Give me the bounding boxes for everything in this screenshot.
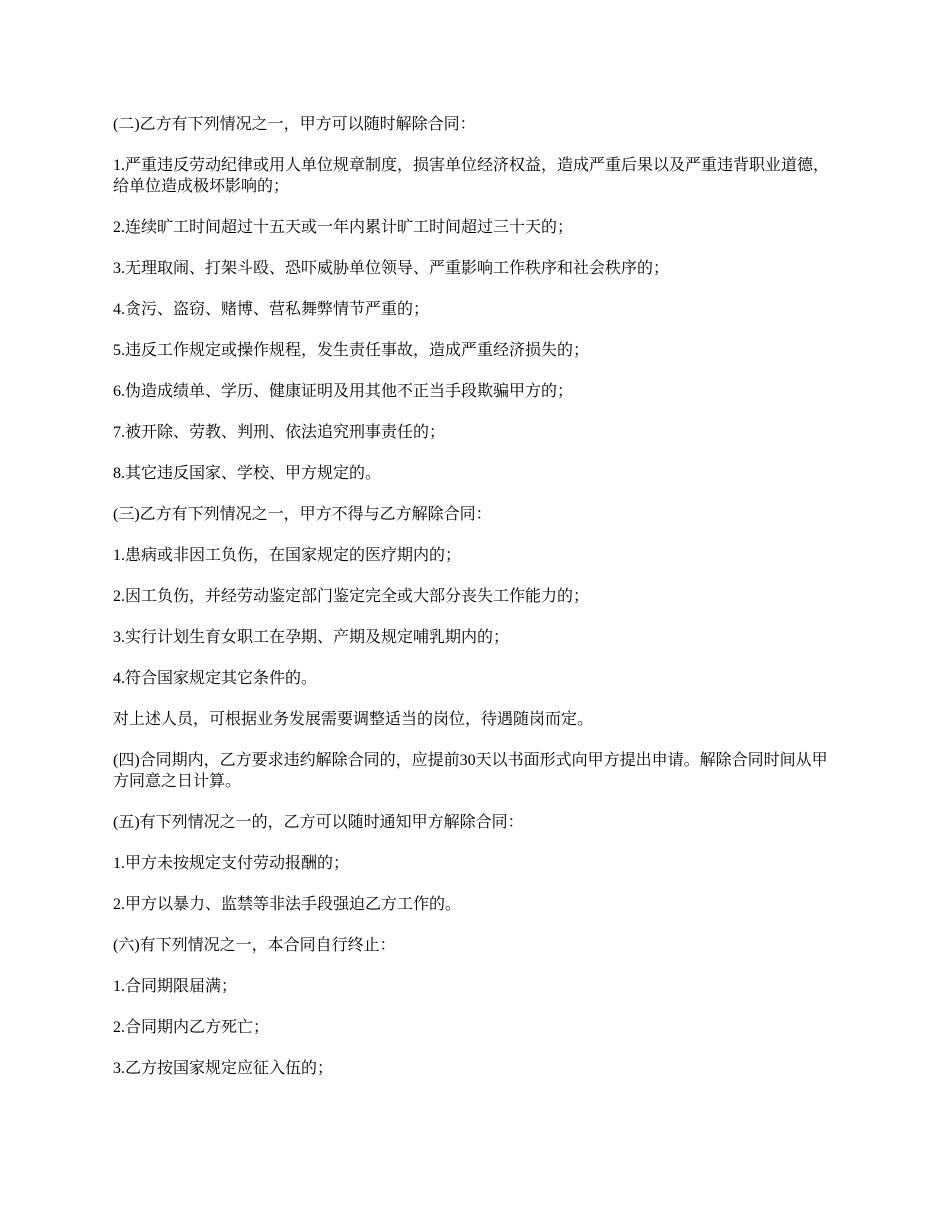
body-paragraph: 对上述人员，可根据业务发展需要调整适当的岗位，待遇随岗而定。 bbox=[113, 711, 594, 728]
list-item: 2.连续旷工时间超过十五天或一年内累计旷工时间超过三十天的； bbox=[113, 219, 574, 236]
list-item: 8.其它违反国家、学校、甲方规定的。 bbox=[113, 465, 382, 482]
list-item: 7.被开除、劳教、判刑、依法追究刑事责任的； bbox=[113, 424, 446, 441]
section-heading-5: (五)有下列情况之一的，乙方可以随时通知甲方解除合同： bbox=[113, 814, 524, 831]
list-item: 3.实行计划生育女职工在孕期、产期及规定哺乳期内的； bbox=[113, 629, 510, 646]
list-item: 2.合同期内乙方死亡； bbox=[113, 1019, 270, 1036]
list-item: 1.甲方未按规定支付劳动报酬的； bbox=[113, 855, 350, 872]
list-item: 3.乙方按国家规定应征入伍的； bbox=[113, 1060, 334, 1077]
list-item: 2.因工负伤，并经劳动鉴定部门鉴定完全或大部分丧失工作能力的； bbox=[113, 588, 590, 605]
section-heading-3: (三)乙方有下列情况之一，甲方不得与乙方解除合同： bbox=[113, 506, 492, 523]
list-item: 4.贪污、盗窃、赌博、营私舞弊情节严重的； bbox=[113, 301, 430, 318]
list-item: 5.违反工作规定或操作规程，发生责任事故，造成严重经济损失的； bbox=[113, 342, 590, 359]
list-item: 3.无理取闹、打架斗殴、恐吓威胁单位领导、严重影响工作秩序和社会秩序的； bbox=[113, 260, 670, 277]
section-heading-6: (六)有下列情况之一，本合同自行终止： bbox=[113, 937, 396, 954]
list-item: 1.严重违反劳动纪律或用人单位规章制度，损害单位经济权益，造成严重后果以及严重违背职业道德，给单位造成极坏影响的； bbox=[113, 157, 830, 195]
list-item: 4.符合国家规定其它条件的。 bbox=[113, 670, 318, 687]
list-item: 1.患病或非因工负伤，在国家规定的医疗期内的； bbox=[113, 547, 462, 564]
section-heading-4: (四)合同期内，乙方要求违约解除合同的，应提前30天以书面形式向甲方提出申请。解除合同时间从甲方同意之日计算。 bbox=[113, 752, 828, 790]
section-heading-2: (二)乙方有下列情况之一，甲方可以随时解除合同： bbox=[113, 116, 476, 133]
list-item: 1.合同期限届满； bbox=[113, 978, 238, 995]
list-item: 6.伪造成绩单、学历、健康证明及用其他不正当手段欺骗甲方的； bbox=[113, 383, 574, 400]
list-item: 2.甲方以暴力、监禁等非法手段强迫乙方工作的。 bbox=[113, 896, 462, 913]
document-body bbox=[113, 114, 835, 1099]
